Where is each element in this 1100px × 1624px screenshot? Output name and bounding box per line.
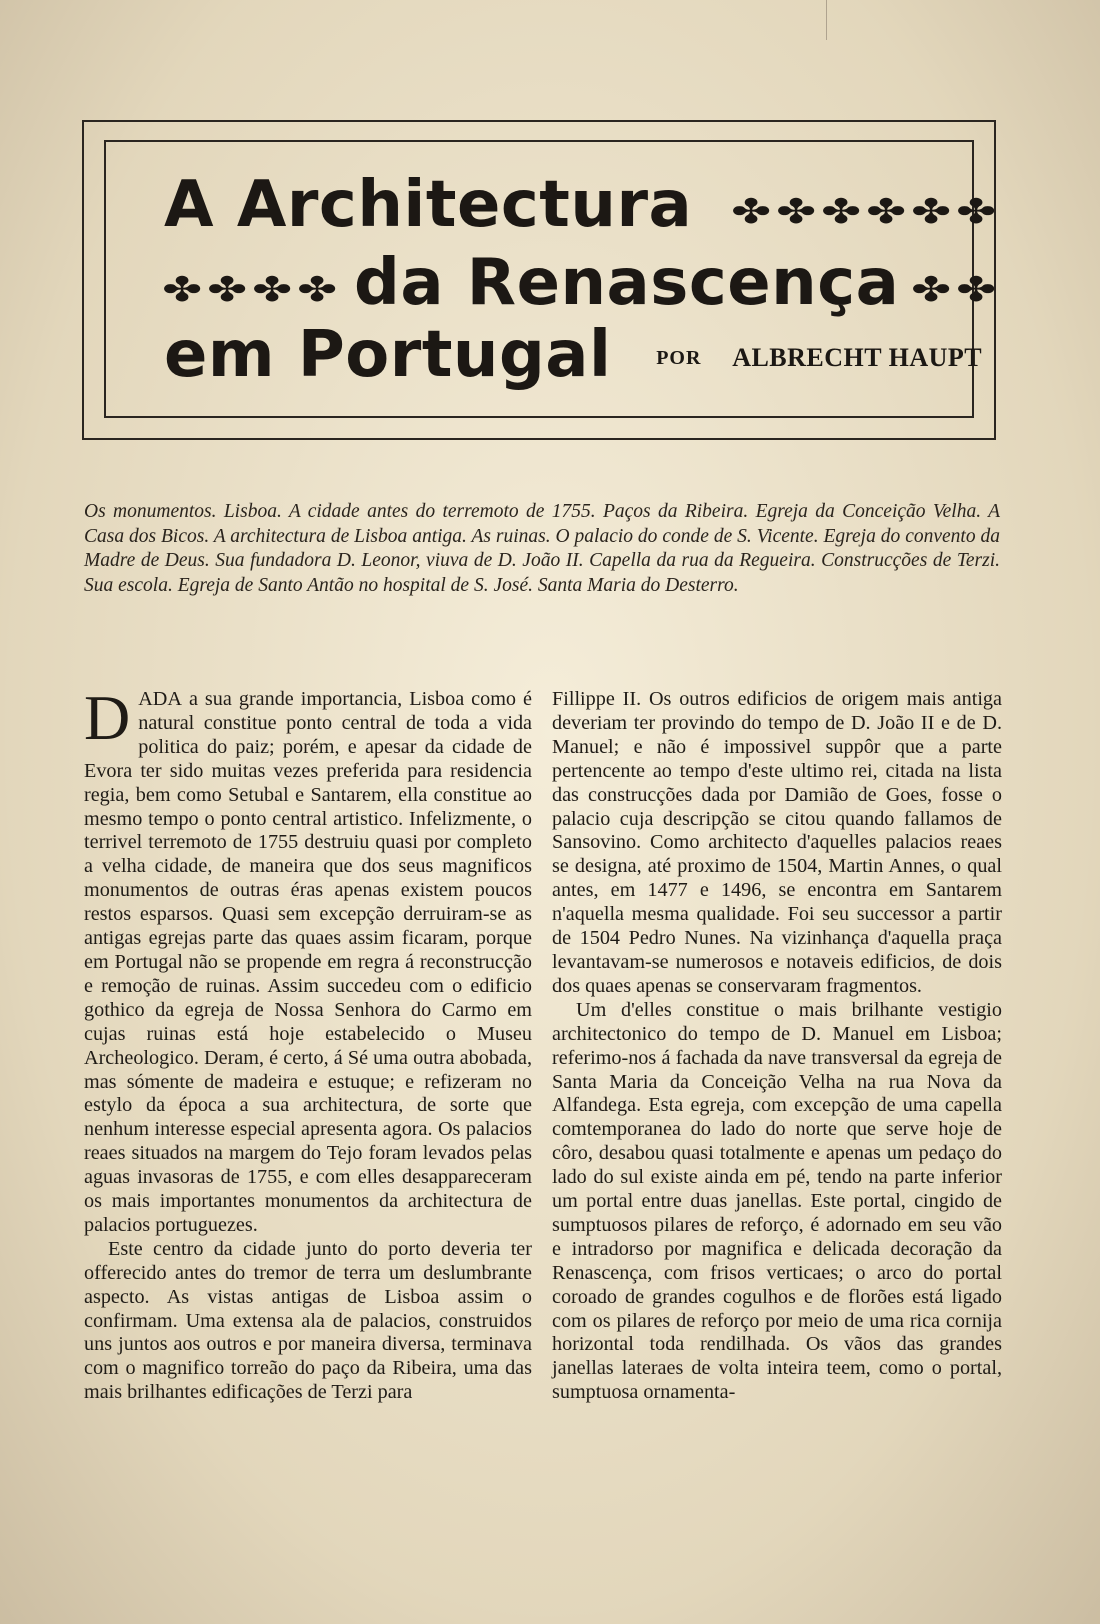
title-text-3: em Portugal — [164, 318, 612, 392]
flower-ornament-icon: ✤ — [207, 269, 248, 310]
first-word: ADA — [138, 688, 182, 710]
flower-ornament-icon: ✤ — [911, 191, 952, 232]
flower-ornament-icon: ✤ — [956, 191, 997, 232]
flower-ornament-icon: ✤ — [297, 269, 338, 310]
right-column — [552, 688, 1002, 1405]
left-column — [84, 682, 532, 1405]
paragraph-text: a sua grande importancia, Lisboa como é natural constitue ponto central de toda a vida politica do paiz; porém, e apesar da cidade de Evora ter sido muitas vezes preferida para residencia regia, bem como Setubal e Santarem, ella constitue ao mesmo tempo o ponto central artistico. Infelizmente, o terrivel terremoto de 1755 destruiu quasi por completo a velha cidade, de maneira que dos seus magnificos monumentos de outras éras apenas existem poucos restos esparsos. Quasi sem excepção derruiram-se as antigas egrejas parte das quaes assim ficaram, porque em Portugal não se propende em regra á reconstrucção e remoção de ruinas. Assim succedeu com o edificio gothico da egreja de Nossa Senhora do Carmo em cujas ruinas está hoje estabelecido o Museu Archeologico. Deram, é certo, á Sé uma outra abobada, mas sómente de madeira e estuque; e refizeram no estylo da época a sua architectura, de sorte que nenhum interesse especial apresenta agora. Os palacios reaes situados na margem do Tejo foram levados pelas aguas invasoras de 1755, e com elles desappareceram os mais importantes monumentos da architectura de palacios portuguezes. — [84, 688, 532, 1236]
ornament-row — [729, 171, 999, 245]
flower-ornament-icon: ✤ — [911, 269, 953, 310]
author-name: ALBRECHT HAUPT — [732, 343, 983, 373]
flower-ornament-icon: ✤ — [866, 191, 907, 232]
paragraph — [84, 682, 532, 1238]
flower-ornament-icon: ✤ — [821, 191, 862, 232]
paragraph: Um d'elles constitue o mais brilhante vestigio architectonico do tempo de D. Manuel em Lisboa; referimo-nos á fachada da nave transversal da egreja de Santa Maria da Conceição Velha na rua Nova da Alfandega. Esta egreja, com excepção de uma capella comtemporanea do lado do norte que serve hoje de côro, desabou quasi totalmente e apenas um pedaço do lado do sul existe ainda em pé, tendo na parte inferior um portal entre duas janellas. Este portal, cingido de sumptuosos pilares de reforço, é adornado em seu vão e intradorso por magnifica e delicada decoração da Renascença, com frisos verticaes; o arco do portal coroado de grandes cogulhos e de florões está ligado com os pilares de reforço por meio de uma rica cornija horizontal toda rendilhada. Os vãos das grandes janellas lateraes de volta inteira teem, como o portal, sumptuosa ornamenta- — [552, 998, 1002, 1404]
flower-ornament-icon: ✤ — [162, 269, 203, 310]
title-line-2 — [160, 246, 999, 323]
title-text-1: A Architectura — [164, 168, 693, 242]
title-line-3 — [164, 318, 982, 392]
paragraph: Fillippe II. Os outros edificios de origem mais antiga deveriam ter provindo do tempo de D. João II e de D. Manuel; e não é impossivel suppôr que a parte pertencente ao tempo d'este ultimo rei, citada na lista das construcções dada por Damião de Goes, fosse o palacio cuja descripção se citou quando fallamos de Sansovino. Como architecto d'aquelles palacios reaes se designa, até proximo de 1504, Martin Annes, o qual antes, em 1477 e 1496, se encontra em Santarem n'aquella mesma qualidade. Foi seu successor a partir de 1504 Pedro Nunes. Na vizinhança d'aquella praça levantavam-se numerosos e notaveis edificios, de dois dos quaes apenas se conservaram fragmentos. — [552, 688, 1002, 997]
flower-ornament-icon: ✤ — [252, 269, 293, 310]
article-summary: Os monumentos. Lisboa. A cidade antes do terremoto de 1755. Paços da Ribeira. Egreja da Conceição Velha. A Casa dos Bicos. A architectura de Lisboa antiga. As ruinas. O palacio do conde de S. Vicente. Egreja do convento da Madre de Deus. Sua fundadora D. Leonor, viuva de D. João II. Capella da rua da Regueira. Construcções de Terzi. Sua escola. Egreja de Santo Antão no hospital de S. José. Santa Maria do Desterro. — [84, 501, 1000, 596]
drop-cap: D — [84, 682, 131, 753]
flower-ornament-icon: ✤ — [956, 269, 998, 310]
flower-ornament-icon: ✤ — [731, 191, 772, 232]
ornament-row — [160, 249, 340, 323]
title-line-1 — [164, 168, 999, 245]
title-text-2: da Renascença — [354, 246, 900, 320]
ornament-row — [909, 249, 999, 323]
page-fold-line — [826, 0, 827, 40]
byline-prefix: POR — [656, 346, 702, 369]
paragraph: Este centro da cidade junto do porto deveria ter offerecido antes do tremor de terra um deslumbrante aspecto. As vistas antigas de Lisboa assim o confirmam. Uma extensa ala de palacios, construidos uns juntos aos outros e por maneira diversa, terminava com o magnifico torreão do paço da Ribeira, uma das mais brilhantes edificações de Terzi para — [84, 1237, 532, 1404]
flower-ornament-icon: ✤ — [776, 191, 817, 232]
